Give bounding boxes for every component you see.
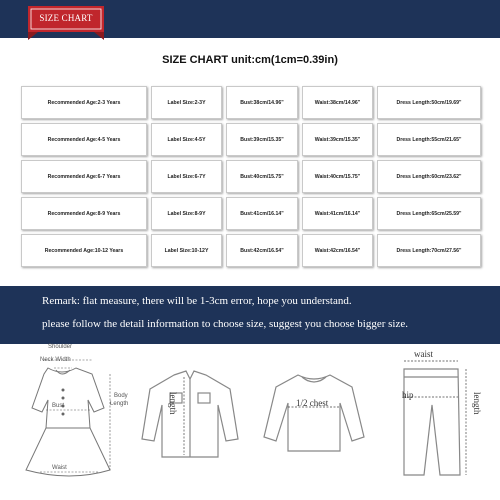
table-cell: Dress Length:60cm/23.62" [377,160,481,193]
table-cell: Waist:40cm/15.75" [302,160,373,193]
table-cell: Waist:38cm/14.96" [302,86,373,119]
table-cell: Bust:39cm/15.35" [226,123,298,156]
dress-waist-label: Waist [52,465,67,471]
table-cell: Recommended Age:6-7 Years [21,160,147,193]
table-cell: Waist:42cm/16.54" [302,234,373,267]
table-cell: Dress Length:55cm/21.65" [377,123,481,156]
table-cell: Label Size:6-7Y [151,160,222,193]
pants-hip-label: hip [402,390,414,400]
table-cell: Bust:38cm/14.96" [226,86,298,119]
table-cell: Dress Length:70cm/27.56" [377,234,481,267]
table-cell: Recommended Age:2-3 Years [21,86,147,119]
size-chart-badge: SIZE CHART [39,13,93,23]
pants-diagram [394,355,474,480]
table-cell: Waist:41cm/16.14" [302,197,373,230]
dress-diagram [6,348,134,488]
table-cell: Waist:39cm/15.35" [302,123,373,156]
table-cell: Bust:42cm/16.54" [226,234,298,267]
dress-length-label: Length [110,401,129,407]
dress-shoulder-label: Shoulder [48,344,73,350]
dress-bust-label: Bust [52,403,65,409]
remark-line-2: please follow the detail information to choose size, suggest you choose bigger size. [42,318,408,330]
table-cell: Bust:41cm/16.14" [226,197,298,230]
sweater-diagram [262,365,366,460]
table-cell: Bust:40cm/15.75" [226,160,298,193]
shirt-diagram [140,365,240,465]
table-cell: Label Size:4-5Y [151,123,222,156]
table-cell: Dress Length:65cm/25.59" [377,197,481,230]
table-cell: Recommended Age:4-5 Years [21,123,147,156]
table-cell: Dress Length:50cm/19.69" [377,86,481,119]
table-cell: Label Size:2-3Y [151,86,222,119]
page-title: SIZE CHART unit:cm(1cm=0.39in) [162,54,338,66]
table-cell: Recommended Age:8-9 Years [21,197,147,230]
dress-body-label: Body [114,393,128,399]
pants-length-label: length [472,392,482,415]
shirt-length-label: length [168,392,178,415]
remark-banner [0,286,500,344]
size-chart-ribbon [28,6,104,40]
remark-line-1: Remark: flat measure, there will be 1-3cm error, hope you understand. [42,295,352,307]
dress-neck-label: Neck Width [40,357,71,363]
table-cell: Label Size:10-12Y [151,234,222,267]
pants-waist-label: waist [414,349,433,359]
table-cell: Recommended Age:10-12 Years [21,234,147,267]
table-cell: Label Size:8-9Y [151,197,222,230]
sweater-chest-label: 1/2 chest [296,398,329,408]
